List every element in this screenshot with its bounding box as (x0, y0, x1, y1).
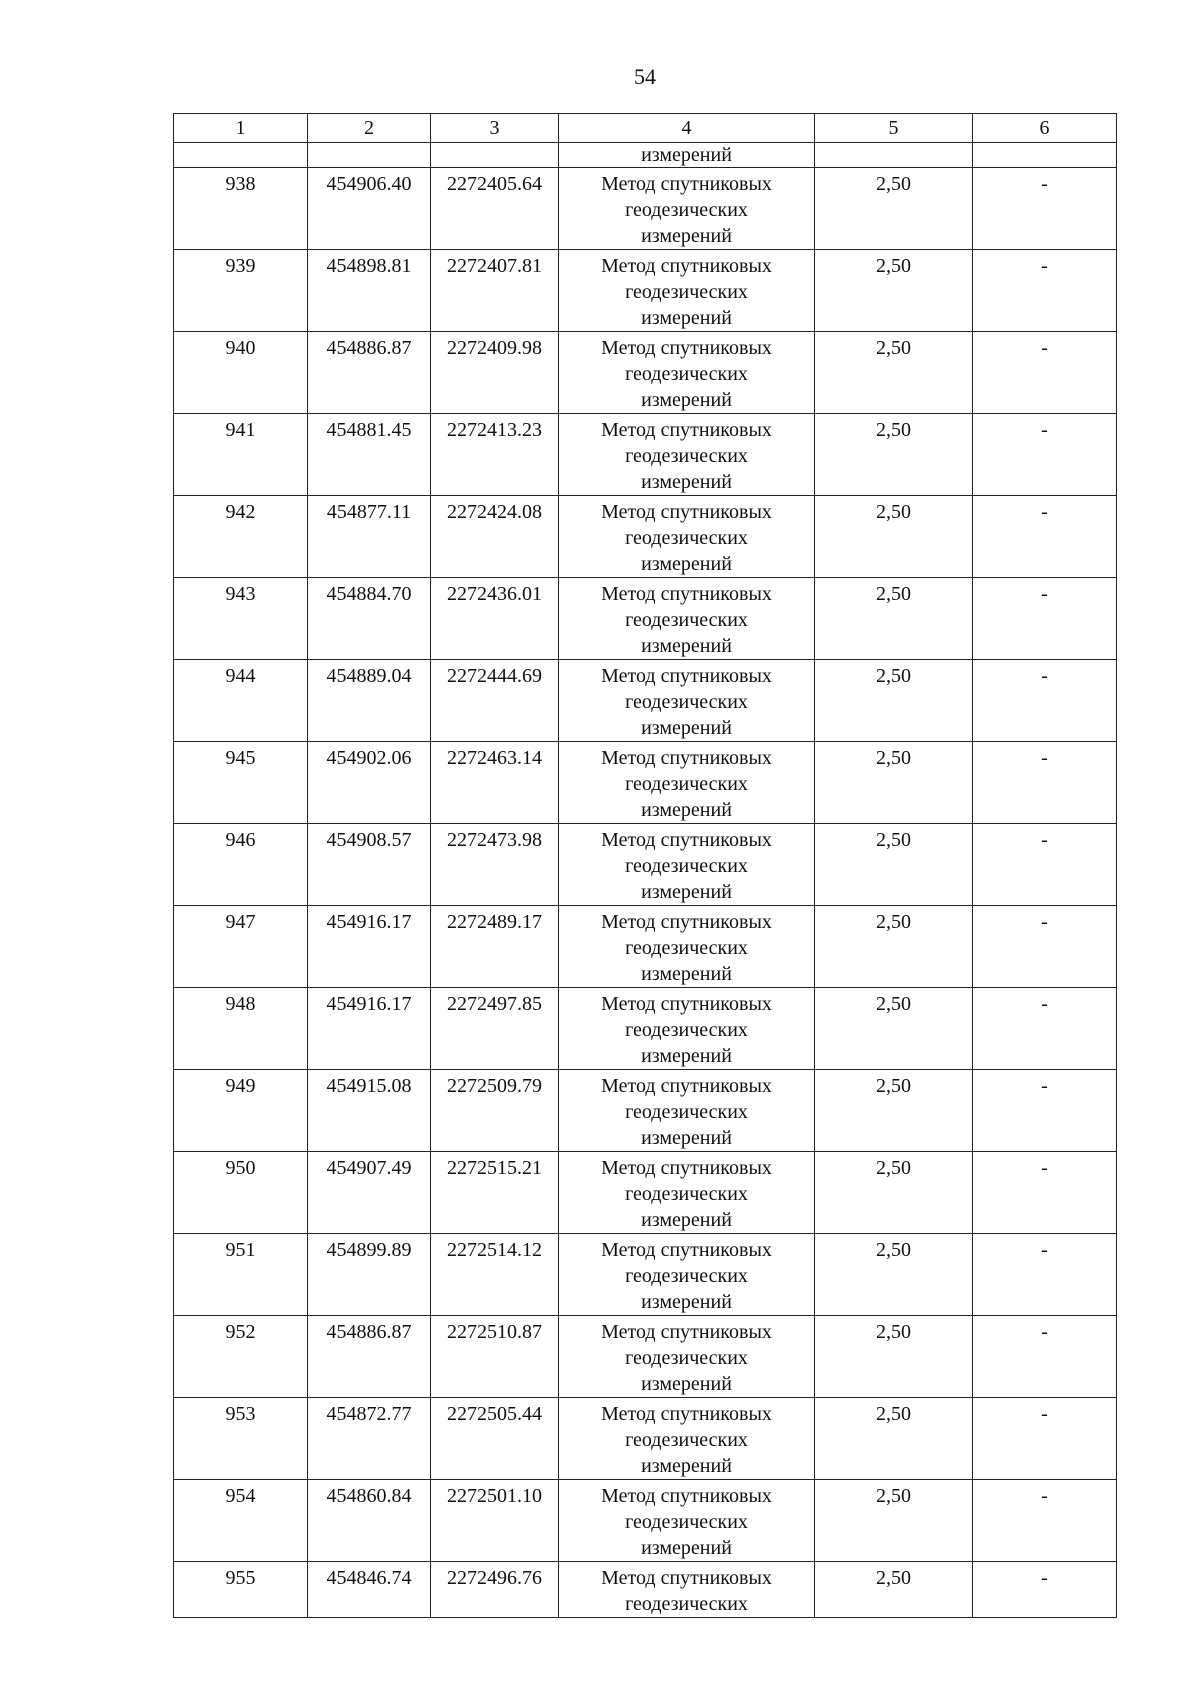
method-line: измерений (641, 225, 732, 247)
table-row (174, 824, 1117, 906)
x-coordinate-cell: 454889.04 (308, 660, 431, 742)
method-line: измерений (641, 799, 732, 821)
point-number-cell: 938 (174, 168, 308, 250)
point-number-cell: 940 (174, 332, 308, 414)
accuracy-cell: 2,50 (815, 1316, 973, 1398)
point-number-cell: 955 (174, 1562, 308, 1618)
table-row (174, 742, 1117, 824)
method-line: Метод спутниковых (601, 255, 772, 277)
accuracy-cell: 2,50 (815, 742, 973, 824)
point-number-cell: 953 (174, 1398, 308, 1480)
method-line: Метод спутниковых (601, 419, 772, 441)
column-6-cell: - (973, 496, 1117, 578)
column-6-cell: - (973, 660, 1117, 742)
method-cell (559, 1070, 815, 1152)
point-number-cell: 954 (174, 1480, 308, 1562)
column-6-cell: - (973, 1070, 1117, 1152)
method-line: геодезических (625, 199, 748, 221)
method-cell (559, 660, 815, 742)
column-6-cell: - (973, 1480, 1117, 1562)
method-line: Метод спутниковых (601, 1239, 772, 1261)
accuracy-cell: 2,50 (815, 988, 973, 1070)
table-row (174, 578, 1117, 660)
method-line: измерений (641, 1373, 732, 1395)
x-coordinate-cell: 454846.74 (308, 1562, 431, 1618)
accuracy-cell: 2,50 (815, 1562, 973, 1618)
method-line: Метод спутниковых (601, 1567, 772, 1589)
y-coordinate-cell: 2272501.10 (431, 1480, 559, 1562)
point-number-cell: 946 (174, 824, 308, 906)
method-line: геодезических (625, 527, 748, 549)
point-number-cell: 951 (174, 1234, 308, 1316)
continuation-text: измерений (559, 143, 815, 168)
x-coordinate-cell: 454898.81 (308, 250, 431, 332)
method-line: геодезических (625, 855, 748, 877)
method-line: геодезических (625, 1265, 748, 1287)
y-coordinate-cell: 2272473.98 (431, 824, 559, 906)
method-line: измерений (641, 1209, 732, 1231)
column-6-cell: - (973, 1316, 1117, 1398)
column-6-cell: - (973, 578, 1117, 660)
method-line: геодезических (625, 609, 748, 631)
method-line: геодезических (625, 1593, 748, 1615)
point-number-cell: 948 (174, 988, 308, 1070)
point-number-cell: 943 (174, 578, 308, 660)
column-header: 3 (431, 114, 559, 143)
empty-cell (815, 143, 973, 168)
method-line: Метод спутниковых (601, 1075, 772, 1097)
method-cell (559, 906, 815, 988)
column-6-cell: - (973, 168, 1117, 250)
x-coordinate-cell: 454884.70 (308, 578, 431, 660)
method-line: измерений (641, 1045, 732, 1067)
column-6-cell: - (973, 1398, 1117, 1480)
method-line: измерений (641, 307, 732, 329)
table-row (174, 660, 1117, 742)
method-line: измерений (641, 389, 732, 411)
accuracy-cell: 2,50 (815, 824, 973, 906)
x-coordinate-cell: 454906.40 (308, 168, 431, 250)
accuracy-cell: 2,50 (815, 168, 973, 250)
method-cell (559, 1316, 815, 1398)
x-coordinate-cell: 454915.08 (308, 1070, 431, 1152)
method-line: геодезических (625, 1347, 748, 1369)
method-line: геодезических (625, 1183, 748, 1205)
point-number-cell: 947 (174, 906, 308, 988)
point-number-cell: 942 (174, 496, 308, 578)
column-6-cell: - (973, 414, 1117, 496)
method-cell (559, 578, 815, 660)
accuracy-cell: 2,50 (815, 1480, 973, 1562)
y-coordinate-cell: 2272510.87 (431, 1316, 559, 1398)
method-line: геодезических (625, 1511, 748, 1533)
method-cell (559, 1480, 815, 1562)
method-line: геодезических (625, 1429, 748, 1451)
column-header: 5 (815, 114, 973, 143)
y-coordinate-cell: 2272514.12 (431, 1234, 559, 1316)
method-line: Метод спутниковых (601, 665, 772, 687)
point-number-cell: 941 (174, 414, 308, 496)
table-row (174, 1152, 1117, 1234)
x-coordinate-cell: 454886.87 (308, 1316, 431, 1398)
method-line: измерений (641, 1537, 732, 1559)
method-line: измерений (641, 881, 732, 903)
y-coordinate-cell: 2272436.01 (431, 578, 559, 660)
accuracy-cell: 2,50 (815, 332, 973, 414)
method-line: измерений (641, 471, 732, 493)
method-line: Метод спутниковых (601, 173, 772, 195)
table-row (174, 1480, 1117, 1562)
method-line: геодезических (625, 1101, 748, 1123)
accuracy-cell: 2,50 (815, 1234, 973, 1316)
accuracy-cell: 2,50 (815, 1398, 973, 1480)
page-number: 54 (634, 64, 656, 89)
table-row (174, 1562, 1117, 1618)
method-line: Метод спутниковых (601, 1321, 772, 1343)
table-row (174, 168, 1117, 250)
method-line: измерений (641, 1455, 732, 1477)
x-coordinate-cell: 454907.49 (308, 1152, 431, 1234)
method-line: Метод спутниковых (601, 1485, 772, 1507)
accuracy-cell: 2,50 (815, 660, 973, 742)
y-coordinate-cell: 2272496.76 (431, 1562, 559, 1618)
method-line: Метод спутниковых (601, 501, 772, 523)
table-row (174, 496, 1117, 578)
x-coordinate-cell: 454886.87 (308, 332, 431, 414)
method-cell (559, 332, 815, 414)
column-6-cell: - (973, 906, 1117, 988)
point-number-cell: 949 (174, 1070, 308, 1152)
y-coordinate-cell: 2272405.64 (431, 168, 559, 250)
column-6-cell: - (973, 1234, 1117, 1316)
method-cell (559, 824, 815, 906)
y-coordinate-cell: 2272505.44 (431, 1398, 559, 1480)
column-6-cell: - (973, 1152, 1117, 1234)
x-coordinate-cell: 454877.11 (308, 496, 431, 578)
accuracy-cell: 2,50 (815, 578, 973, 660)
y-coordinate-cell: 2272407.81 (431, 250, 559, 332)
column-6-cell: - (973, 742, 1117, 824)
table-row (174, 1070, 1117, 1152)
x-coordinate-cell: 454860.84 (308, 1480, 431, 1562)
method-cell (559, 1398, 815, 1480)
column-6-cell: - (973, 988, 1117, 1070)
accuracy-cell: 2,50 (815, 414, 973, 496)
point-number-cell: 950 (174, 1152, 308, 1234)
x-coordinate-cell: 454881.45 (308, 414, 431, 496)
method-cell (559, 414, 815, 496)
accuracy-cell: 2,50 (815, 1152, 973, 1234)
empty-cell (973, 143, 1117, 168)
y-coordinate-cell: 2272409.98 (431, 332, 559, 414)
continuation-row (174, 143, 1117, 168)
x-coordinate-cell: 454908.57 (308, 824, 431, 906)
y-coordinate-cell: 2272509.79 (431, 1070, 559, 1152)
empty-cell (174, 143, 308, 168)
method-line: Метод спутниковых (601, 1403, 772, 1425)
method-cell (559, 1152, 815, 1234)
header-row (174, 114, 1117, 143)
method-line: Метод спутниковых (601, 993, 772, 1015)
x-coordinate-cell: 454872.77 (308, 1398, 431, 1480)
method-line: Метод спутниковых (601, 829, 772, 851)
method-line: измерений (641, 553, 732, 575)
method-line: Метод спутниковых (601, 337, 772, 359)
method-line: измерений (641, 635, 732, 657)
table-row (174, 906, 1117, 988)
method-line: Метод спутниковых (601, 583, 772, 605)
y-coordinate-cell: 2272444.69 (431, 660, 559, 742)
column-header: 2 (308, 114, 431, 143)
table-row (174, 988, 1117, 1070)
method-line: Метод спутниковых (601, 911, 772, 933)
method-line: Метод спутниковых (601, 1157, 772, 1179)
method-line: измерений (641, 963, 732, 985)
x-coordinate-cell: 454899.89 (308, 1234, 431, 1316)
accuracy-cell: 2,50 (815, 496, 973, 578)
accuracy-cell: 2,50 (815, 1070, 973, 1152)
method-cell (559, 496, 815, 578)
column-6-cell: - (973, 1562, 1117, 1618)
column-6-cell: - (973, 332, 1117, 414)
method-cell (559, 1562, 815, 1618)
method-cell (559, 988, 815, 1070)
point-number-cell: 939 (174, 250, 308, 332)
column-6-cell: - (973, 250, 1117, 332)
y-coordinate-cell: 2272515.21 (431, 1152, 559, 1234)
table-row (174, 414, 1117, 496)
empty-cell (308, 143, 431, 168)
table-row (174, 1316, 1117, 1398)
point-number-cell: 945 (174, 742, 308, 824)
method-cell (559, 742, 815, 824)
accuracy-cell: 2,50 (815, 250, 973, 332)
method-line: геодезических (625, 281, 748, 303)
method-line: измерений (641, 717, 732, 739)
method-line: измерений (641, 1127, 732, 1149)
column-6-cell: - (973, 824, 1117, 906)
coordinates-table (173, 113, 1117, 1618)
y-coordinate-cell: 2272413.23 (431, 414, 559, 496)
column-header: 6 (973, 114, 1117, 143)
method-line: измерений (641, 1291, 732, 1313)
method-line: геодезических (625, 1019, 748, 1041)
table-row (174, 332, 1117, 414)
method-line: Метод спутниковых (601, 747, 772, 769)
method-line: геодезических (625, 691, 748, 713)
method-cell (559, 168, 815, 250)
y-coordinate-cell: 2272424.08 (431, 496, 559, 578)
column-header: 4 (559, 114, 815, 143)
table-row (174, 1234, 1117, 1316)
x-coordinate-cell: 454916.17 (308, 906, 431, 988)
empty-cell (431, 143, 559, 168)
y-coordinate-cell: 2272497.85 (431, 988, 559, 1070)
method-cell (559, 250, 815, 332)
method-line: геодезических (625, 445, 748, 467)
x-coordinate-cell: 454902.06 (308, 742, 431, 824)
method-cell (559, 1234, 815, 1316)
point-number-cell: 944 (174, 660, 308, 742)
table-row (174, 250, 1117, 332)
method-line: геодезических (625, 937, 748, 959)
method-line: геодезических (625, 363, 748, 385)
y-coordinate-cell: 2272463.14 (431, 742, 559, 824)
method-line: геодезических (625, 773, 748, 795)
accuracy-cell: 2,50 (815, 906, 973, 988)
table-row (174, 1398, 1117, 1480)
x-coordinate-cell: 454916.17 (308, 988, 431, 1070)
point-number-cell: 952 (174, 1316, 308, 1398)
y-coordinate-cell: 2272489.17 (431, 906, 559, 988)
column-header: 1 (174, 114, 308, 143)
